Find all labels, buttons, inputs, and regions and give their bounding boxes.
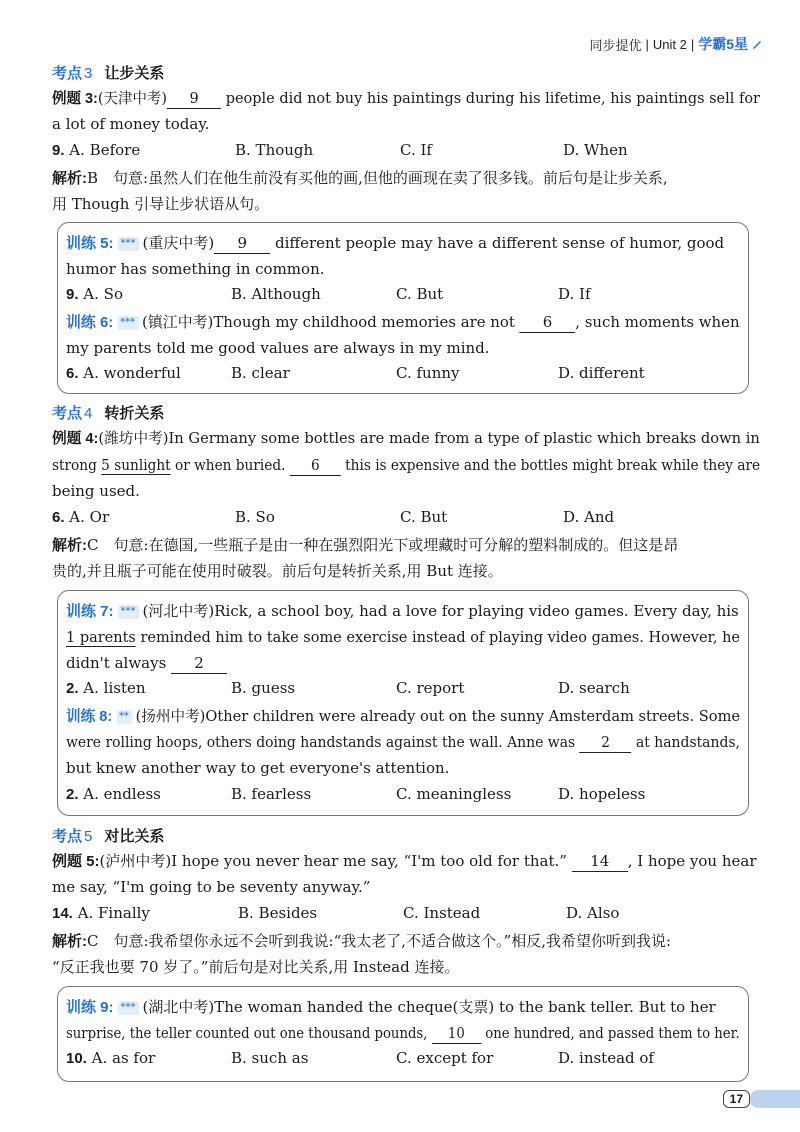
practice-9-line1: 训练 9: *** (湖北中考)The woman handed the cheque(支票) to the bank teller. But to her — [66, 998, 716, 1016]
practice-6-line2: my parents told me good values are always in my mind. — [66, 339, 490, 357]
analysis-5-line1: 解析:C 句意:我希望你永远不会听到我说:“我太老了,不适合做这个。”相反,我希望你听到我说: — [52, 932, 672, 950]
practice-5-line2: humor has something in common. — [66, 260, 325, 278]
example-4-line1: 例题 4:(潍坊中考)In Germany some bottles are made from a type of plastic which breaks down in — [52, 429, 760, 447]
practice-9-line2: surprise, the teller counted out one thousand pounds, 10 one hundred, and passed them to her. — [66, 1024, 740, 1042]
practice-8-line2: were rolling hoops, others doing handstands against the wall. Anne was 2 at handstands, — [66, 733, 740, 751]
example-5-line1: 例题 5:(泸州中考)I hope you never hear me say, “I'm too old for that.” 14 , I hope you hear — [52, 852, 757, 870]
header-unit: Unit 2 — [652, 36, 687, 52]
header-brand: 学霸5星 — [698, 36, 748, 52]
analysis-4-line1: 解析:C 句意:在德国,一些瓶子是由一种在强烈阳光下或埋藏时可分解的塑料制成的。但这是昂 — [52, 536, 679, 554]
practice-box-3: 训练 9: *** (湖北中考)The woman handed the cheque(支票) to the bank teller. But to her surprise, the teller counted out one thousand pounds, 10 one hundred, and passed them to her. 10. A. as for B. such as C. except for D. instead of — [57, 986, 749, 1082]
example-4-line2: strong 5 sunlight or when buried. 6 this is expensive and the bottles might break while they are — [52, 456, 761, 474]
practice-5-line1: 训练 5: *** (重庆中考) 9 different people may have a different sense of humor, good — [66, 234, 725, 252]
practice-8-line1: 训练 8: ** (扬州中考)Other children were already out on the sunny Amsterdam streets. Some — [66, 707, 741, 725]
page-header: 同步提优 | Unit 2 | 学霸5星 — [589, 34, 762, 54]
practice-box-2: 训练 7: *** (河北中考)Rick, a school boy, had a love for playing video games. Every day, his 1 parents reminded him to take some exercise instead of playing video games. However, he didn't always 2 2. A. listen B. guess C. report D. search 训练 8: ** (扬州中考)Other children were already out on the sunny Amsterdam streets. Some were rolling hoops, others doing handstands against the wall. Anne was 2 at handstands, but knew another way to get everyone's attention. 2. A. endless B. fearless C. meaningless D. hopeless — [57, 590, 749, 816]
practice-7-line2: 1 parents reminded him to take some exercise instead of playing video games. However, he — [66, 628, 741, 646]
practice-box-1: 训练 5: *** (重庆中考) 9 different people may have a different sense of humor, good humor has something in common. 9. A. So B. Although C. But D. If 训练 6: *** (镇江中考)Though my childhood memories are not 6 , such moments when my parents told me good values are always in my mind. 6. A. wonderful B. clear C. funny D. different — [57, 222, 749, 394]
header-sync: 同步提优 — [589, 37, 642, 53]
practice-8-line3: but knew another way to get everyone's attention. — [66, 759, 450, 777]
practice-7-line3: didn't always 2 — [66, 653, 227, 674]
analysis-4-line2: 贵的,并且瓶子可能在使用时破裂。前后句是转折关系,用 But 连接。 — [52, 562, 503, 580]
section-3-heading: 考点 3 让步关系 — [52, 65, 165, 82]
analysis-3-line2: 用 Though 引导让步状语从句。 — [52, 195, 270, 213]
practice-7-line1: 训练 7: *** (河北中考)Rick, a school boy, had a love for playing video games. Every day, his — [66, 602, 739, 620]
example-3-line2: a lot of money today. — [52, 115, 210, 133]
page-tab-decoration — [750, 1090, 800, 1108]
section-4-heading: 考点 4 转折关系 — [52, 405, 165, 422]
analysis-3-line1: 解析:B 句意:虽然人们在他生前没有买他的画,但他的画现在卖了很多钱。前后句是让步关系, — [52, 169, 668, 187]
pen-icon — [752, 39, 762, 49]
example-3-blank: 9 — [167, 88, 221, 109]
section-5-heading: 考点 5 对比关系 — [52, 828, 165, 845]
page-number: 17 — [723, 1090, 750, 1108]
analysis-5-line2: “反正我也要 70 岁了。”前后句是对比关系,用 Instead 连接。 — [52, 958, 460, 976]
example-4-line3: being used. — [52, 482, 140, 500]
example-3-line1: 例题 3:(天津中考) 9 people did not buy his paintings during his lifetime, his paintings sell for — [52, 89, 760, 107]
example-5-line2: me say, “I'm going to be seventy anyway.” — [52, 878, 371, 896]
practice-6-line1: 训练 6: *** (镇江中考)Though my childhood memories are not 6 , such moments when — [66, 313, 740, 331]
